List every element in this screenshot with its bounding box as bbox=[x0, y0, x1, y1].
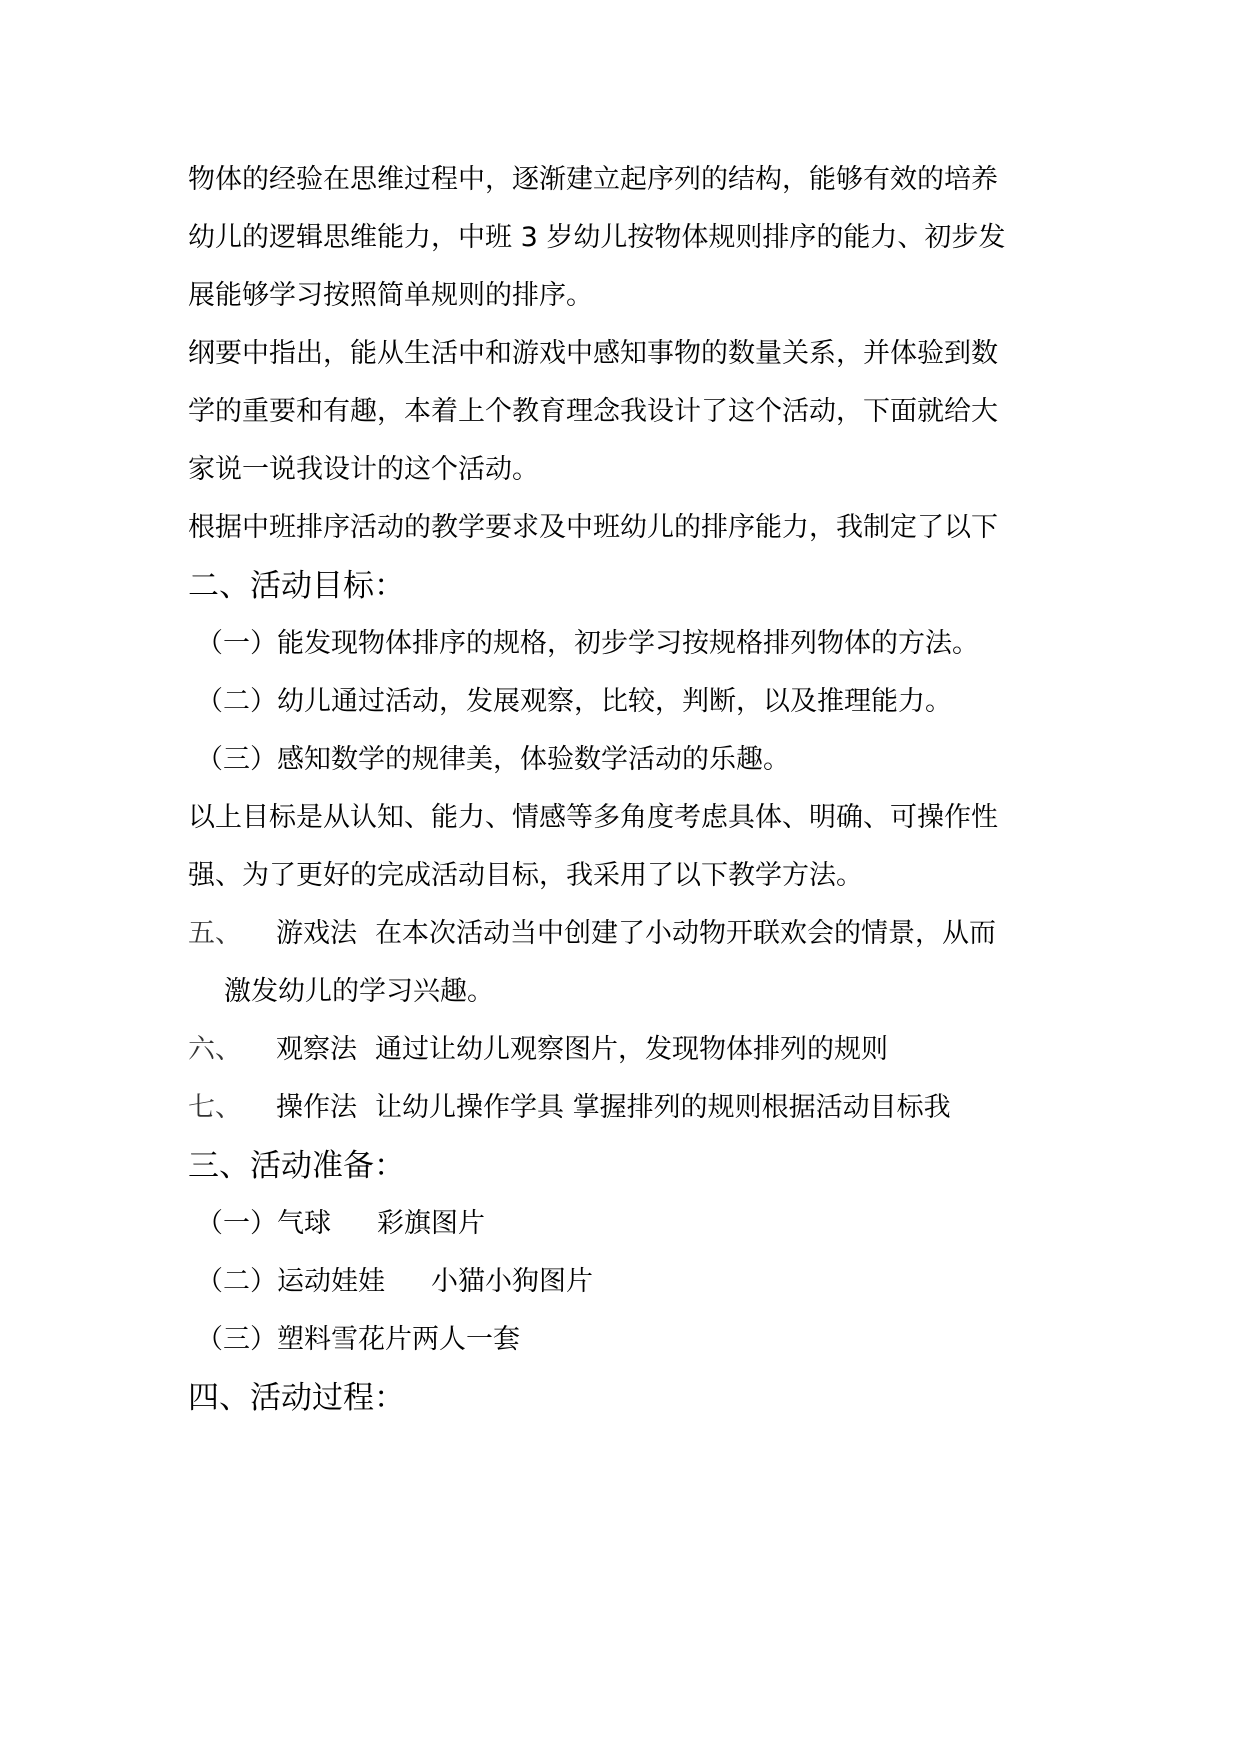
method-number: 七、 bbox=[188, 1092, 242, 1123]
prep-item-label: （二）运动娃娃 bbox=[196, 1266, 385, 1297]
method-item-2 bbox=[188, 1030, 888, 1070]
paragraph-2-line-3: 家说一说我设计的这个活动。 bbox=[188, 454, 539, 485]
method-term: 游戏法 bbox=[276, 918, 357, 949]
method-number: 六、 bbox=[188, 1034, 242, 1065]
section-3-heading: 三、活动准备： bbox=[188, 1148, 405, 1184]
prep-item-label: （三）塑料雪花片两人一套 bbox=[196, 1324, 520, 1355]
paragraph-3: 根据中班排序活动的教学要求及中班幼儿的排序能力，我制定了以下 bbox=[188, 512, 998, 543]
method-description: 让幼儿操作学具 掌握排列的规则根据活动目标我 bbox=[375, 1092, 951, 1123]
prep-item-label: （一）气球 bbox=[196, 1208, 331, 1239]
paragraph-1-line-1: 物体的经验在思维过程中，逐渐建立起序列的结构，能够有效的培养 bbox=[188, 164, 998, 195]
method-term: 操作法 bbox=[276, 1092, 357, 1123]
method-item-1-continuation: 激发幼儿的学习兴趣。 bbox=[224, 976, 494, 1007]
prep-item-3 bbox=[196, 1320, 520, 1360]
method-term: 观察法 bbox=[276, 1034, 357, 1065]
method-description: 通过让幼儿观察图片，发现物体排列的规则 bbox=[375, 1034, 888, 1065]
goal-item-2: （二）幼儿通过活动，发展观察，比较，判断，以及推理能力。 bbox=[196, 686, 952, 717]
prep-item-2 bbox=[196, 1262, 593, 1302]
method-description: 在本次活动当中创建了小动物开联欢会的情景，从而 bbox=[375, 918, 996, 949]
goal-item-3: （三）感知数学的规律美，体验数学活动的乐趣。 bbox=[196, 744, 790, 775]
method-number: 五、 bbox=[188, 918, 242, 949]
prep-item-extra: 彩旗图片 bbox=[377, 1208, 485, 1239]
paragraph-4-line-1: 以上目标是从认知、能力、情感等多角度考虑具体、明确、可操作性 bbox=[188, 802, 998, 833]
paragraph-1-line-2: 幼儿的逻辑思维能力，中班 3 岁幼儿按物体规则排序的能力、初步发 bbox=[188, 222, 1006, 253]
goal-item-1: （一）能发现物体排序的规格，初步学习按规格排列物体的方法。 bbox=[196, 628, 979, 659]
paragraph-2-line-2: 学的重要和有趣，本着上个教育理念我设计了这个活动，下面就给大 bbox=[188, 396, 998, 427]
prep-item-extra: 小猫小狗图片 bbox=[431, 1266, 593, 1297]
paragraph-4-line-2: 强、为了更好的完成活动目标，我采用了以下教学方法。 bbox=[188, 860, 863, 891]
paragraph-1-line-3: 展能够学习按照简单规则的排序。 bbox=[188, 280, 593, 311]
method-item-3 bbox=[188, 1088, 951, 1128]
method-item-1 bbox=[188, 914, 996, 954]
prep-item-1 bbox=[196, 1204, 485, 1244]
paragraph-2-line-1: 纲要中指出，能从生活中和游戏中感知事物的数量关系，并体验到数 bbox=[188, 338, 998, 369]
section-4-heading: 四、活动过程： bbox=[188, 1380, 405, 1416]
section-2-heading: 二、活动目标： bbox=[188, 568, 405, 604]
